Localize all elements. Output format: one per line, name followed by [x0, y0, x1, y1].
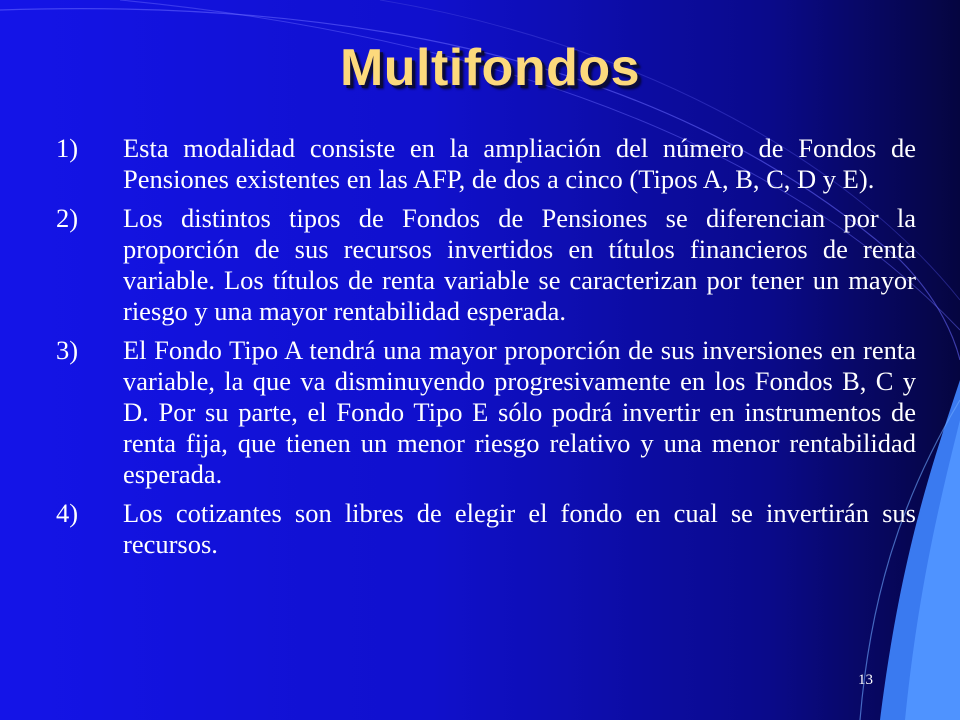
- item-number: 1): [56, 133, 79, 163]
- list-item: [56, 335, 916, 490]
- slide-title: Multifondos: [339, 39, 641, 97]
- item-text: Los distintos tipos de Fondos de Pensiones se diferencian por la proporción de sus recursos invertidos en títulos financieros de renta variable. Los títulos de renta variable se caracterizan por tener un mayor riesgo y una mayor rentabilidad esperada.: [123, 203, 916, 326]
- item-number: 4): [56, 498, 79, 528]
- item-text: El Fondo Tipo A tendrá una mayor proporción de sus inversiones en renta variable, la que va disminuyendo progresivamente en los Fondos B, C y D. Por su parte, el Fondo Tipo E sólo podrá invertir en instrumentos de renta fija, que tienen un menor riesgo relativo y una menor rentabilidad esperada.: [123, 335, 916, 489]
- item-number: 2): [56, 203, 79, 233]
- list-item: [56, 203, 916, 327]
- list-item: [56, 133, 916, 195]
- list-item: [56, 498, 916, 560]
- item-text: Los cotizantes son libres de elegir el fondo en cual se invertirán sus recursos.: [123, 498, 916, 559]
- bullet-list: [56, 133, 916, 568]
- item-text: Esta modalidad consiste en la ampliación del número de Fondos de Pensiones existentes en las AFP, de dos a cinco (Tipos A, B, C, D y E).: [123, 133, 916, 194]
- page-number: 13: [858, 672, 873, 688]
- item-number: 3): [56, 335, 79, 365]
